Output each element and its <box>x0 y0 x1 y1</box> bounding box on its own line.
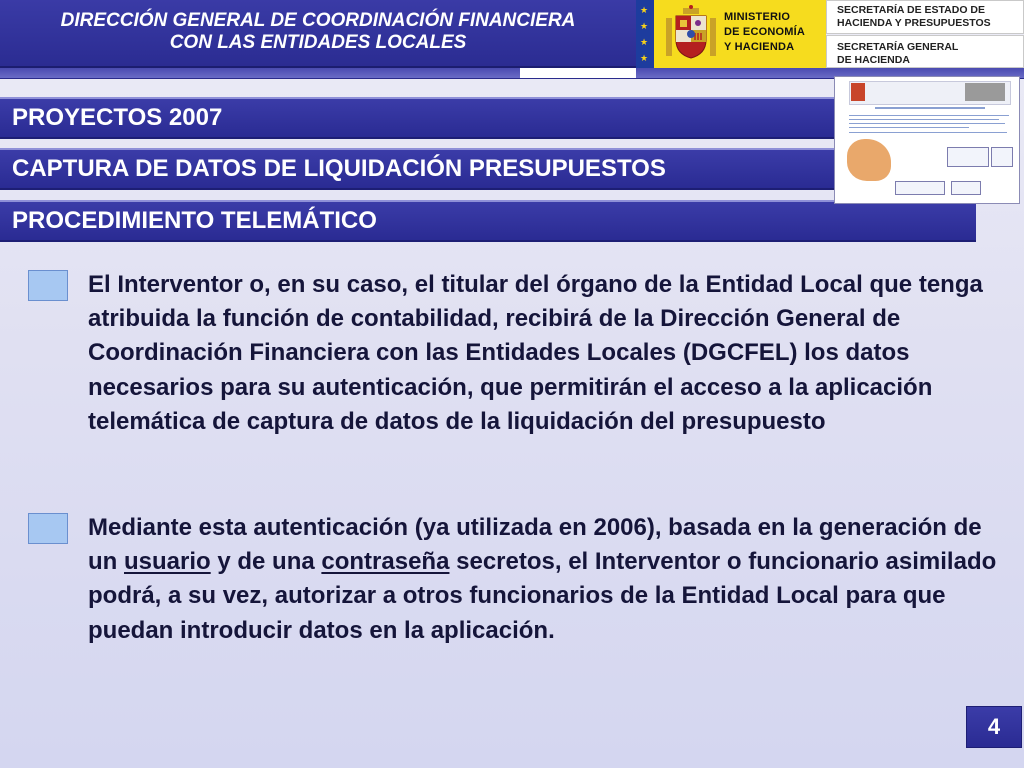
square-bullet-icon <box>28 270 68 301</box>
thumb-spain-map-icon <box>847 139 891 181</box>
thumb-text-line <box>849 119 999 120</box>
thumb-banner <box>965 83 1005 101</box>
ministry-line1: MINISTERIO <box>724 11 791 23</box>
ministry-line3: Y HACIENDA <box>724 41 795 53</box>
thumb-text-line <box>849 132 1007 133</box>
thumb-text-line <box>849 127 969 128</box>
p2-text-1: Mediante esta autenticación (ya utilizada en 2006), basada en la generación de un <box>88 514 982 576</box>
header-title <box>0 0 636 68</box>
p2-text-3: secretos, el Interventor o funcionario asimilado podrá, a su vez, autorizar a otros funcionarios de la Entidad Local para que puedan introducir datos en la aplicación. <box>88 548 997 644</box>
p2-underlined-contrasena: contraseña <box>321 548 450 576</box>
header-title-line1: DIRECCIÓN GENERAL DE COORDINACIÓN FINANCIERA <box>60 10 576 31</box>
thumb-text-line <box>849 123 1005 124</box>
header-title-line2: CON LAS ENTIDADES LOCALES <box>169 32 467 53</box>
thumb-crest-icon <box>851 83 865 101</box>
square-bullet-icon <box>28 513 68 544</box>
paragraph-interventor: El Interventor o, en su caso, el titular del órgano de la Entidad Local que tenga atribuida la función de contabilidad, recibirá de la Dirección General de Coordinación Financiera con las Entidades Locales (DGCFEL) los datos necesarios para su autenticación, que permitirán el acceso a la aplicación telemática de captura de datos de la liquidación del presupuesto <box>88 271 983 435</box>
secretaria-estado-label <box>826 0 1024 34</box>
thumb-select <box>991 147 1013 167</box>
sec2-line2: DE HACIENDA <box>837 54 910 66</box>
thumb-field <box>895 181 945 195</box>
ministry-name <box>724 10 805 55</box>
sec2-line1: SECRETARÍA GENERAL <box>837 41 959 53</box>
thumb-text-line <box>875 107 985 109</box>
secretaria-general-label <box>826 35 1024 68</box>
section-title-procedimiento: PROCEDIMIENTO TELEMÁTICO <box>0 200 976 242</box>
spanish-coat-of-arms-icon <box>664 4 718 64</box>
thumb-select <box>947 147 989 167</box>
sec1-line2: HACIENDA Y PRESUPUESTOS <box>837 17 991 29</box>
ministry-line2: DE ECONOMÍA <box>724 26 806 38</box>
eu-stars-icon: ★ ★ ★ ★ <box>636 0 654 68</box>
application-screenshot-thumbnail <box>834 76 1020 204</box>
section-title-proyectos: PROYECTOS 2007 <box>0 97 840 139</box>
ministry-logo <box>654 0 826 68</box>
page-number: 4 <box>966 706 1022 748</box>
p2-underlined-usuario: usuario <box>124 548 211 576</box>
thumb-text-line <box>849 115 1009 116</box>
sec1-line1: SECRETARÍA DE ESTADO DE <box>837 4 985 16</box>
section-title-captura: CAPTURA DE DATOS DE LIQUIDACIÓN PRESUPUESTOS <box>0 148 840 190</box>
paragraph-autenticacion <box>88 511 998 648</box>
p2-text-2: y de una <box>210 548 322 576</box>
thumb-field <box>951 181 981 195</box>
header-strip-cut <box>520 68 636 78</box>
